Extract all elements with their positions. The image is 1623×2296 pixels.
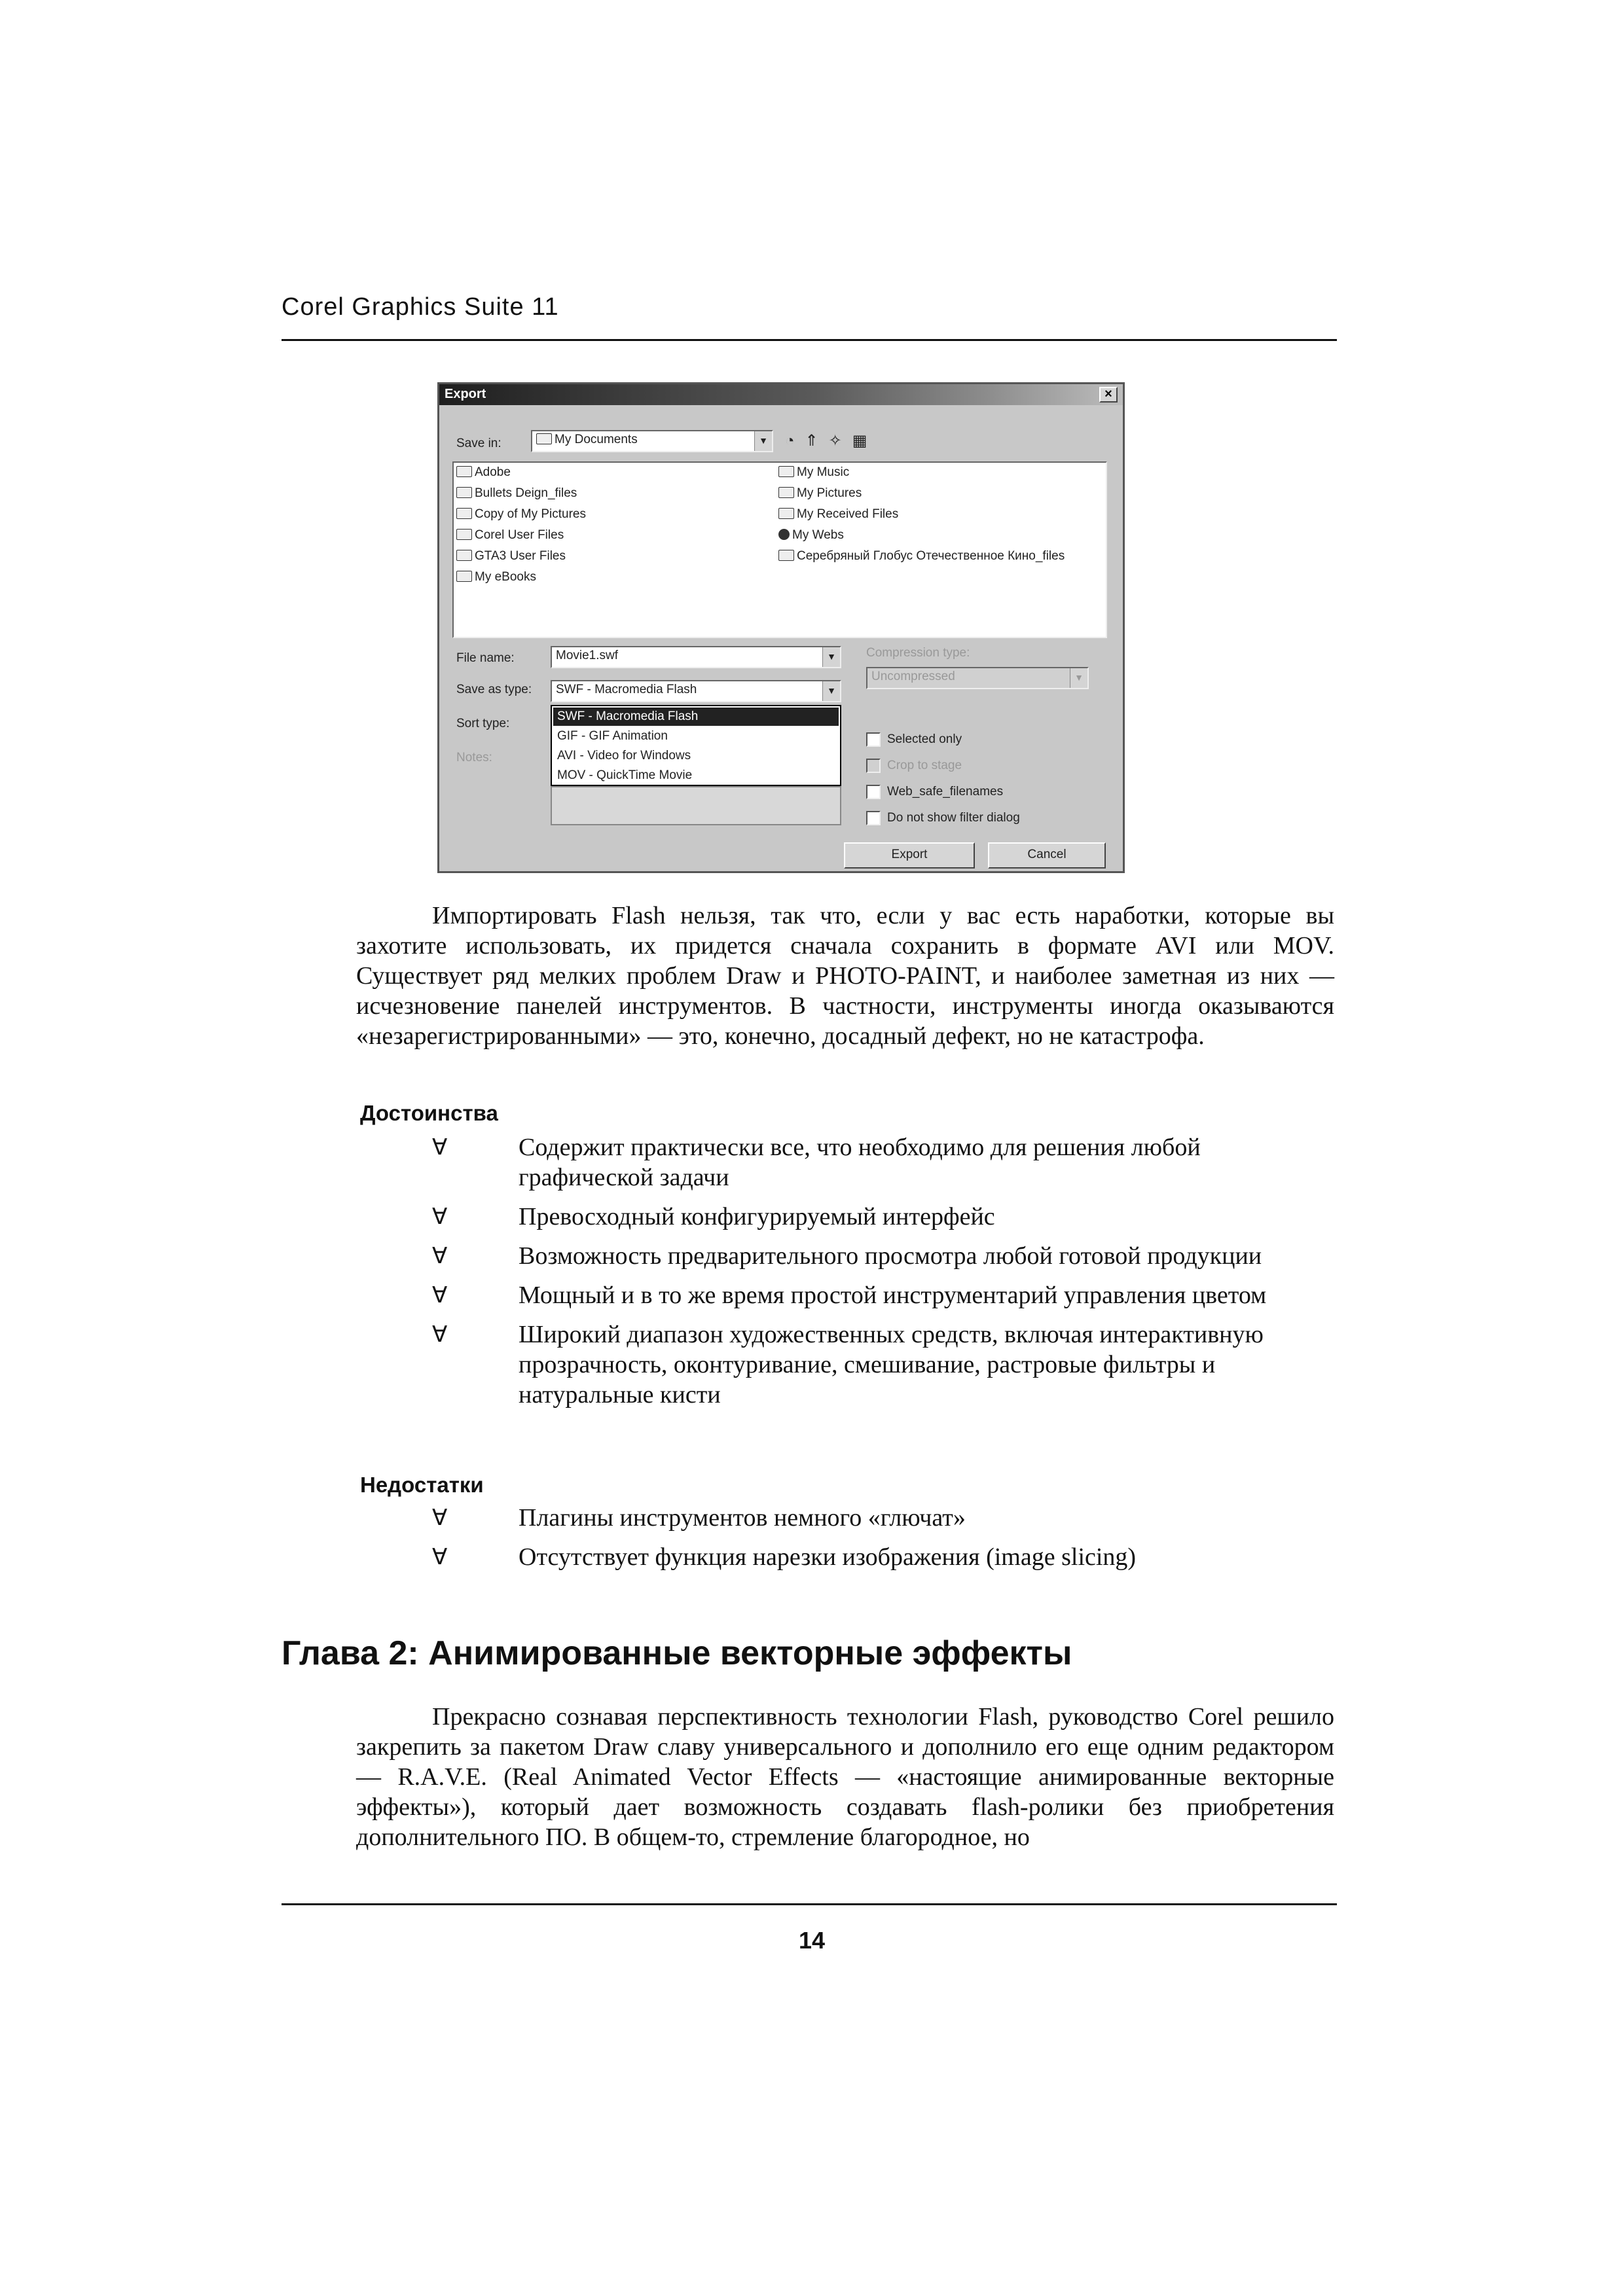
- selected-only-label: Selected only: [887, 732, 962, 746]
- bullet-icon: ∀: [432, 1321, 448, 1348]
- list-item[interactable]: Adobe: [456, 465, 511, 480]
- footer-rule: [282, 1903, 1337, 1905]
- crop-to-stage-label: Crop to stage: [887, 759, 962, 772]
- list-item[interactable]: Copy of My Pictures: [456, 507, 586, 522]
- list-item: ∀ Превосходный конфигурируемый интерфейс: [432, 1203, 995, 1230]
- dialog-titlebar: [439, 384, 1123, 405]
- dialog-title: Export: [445, 387, 486, 401]
- page-number: 14: [798, 1927, 826, 1954]
- selected-only-checkbox[interactable]: [866, 732, 881, 747]
- bullet-icon: ∀: [432, 1243, 448, 1269]
- folder-icon: [536, 433, 552, 444]
- folder-icon: [456, 508, 472, 519]
- file-list[interactable]: [452, 461, 1107, 638]
- new-folder-icon[interactable]: ✧: [828, 432, 852, 450]
- globe-icon: [778, 529, 790, 540]
- list-item: ∀ Содержит практически все, что необходимо для решения любой графической задачи: [432, 1134, 1201, 1191]
- type-option-gif[interactable]: GIF - GIF Animation: [557, 729, 668, 743]
- chevron-down-icon[interactable]: ▼: [1070, 668, 1087, 688]
- sort-type-label: Sort type:: [456, 717, 510, 730]
- close-button[interactable]: ×: [1099, 387, 1118, 403]
- list-item[interactable]: My eBooks: [456, 570, 536, 584]
- cons-heading: Недостатки: [360, 1473, 484, 1497]
- type-option-swf[interactable]: SWF - Macromedia Flash: [553, 708, 839, 726]
- folder-icon: [778, 487, 794, 498]
- list-item[interactable]: My Webs: [778, 528, 844, 543]
- chevron-down-icon[interactable]: ▼: [754, 431, 772, 451]
- web-safe-filenames-checkbox[interactable]: [866, 785, 881, 799]
- no-filter-dialog-checkbox[interactable]: [866, 811, 881, 825]
- list-item[interactable]: Bullets Deign_files: [456, 486, 577, 501]
- compression-select[interactable]: [866, 667, 1089, 689]
- bullet-icon: ∀: [432, 1282, 448, 1308]
- compression-value: Uncompressed: [871, 670, 955, 683]
- save-as-type-label: Save as type:: [456, 683, 532, 696]
- type-option-mov[interactable]: MOV - QuickTime Movie: [557, 768, 693, 782]
- bullet-icon: ∀: [432, 1505, 448, 1531]
- list-item: ∀ Мощный и в то же время простой инструментарий управления цветом: [432, 1282, 1267, 1309]
- header-rule: [282, 339, 1337, 341]
- list-item[interactable]: My Received Files: [778, 507, 898, 522]
- file-name-label: File name:: [456, 651, 515, 665]
- cancel-button[interactable]: Cancel: [988, 842, 1106, 869]
- compression-label: Compression type:: [866, 646, 970, 660]
- export-button[interactable]: Export: [844, 842, 975, 869]
- pros-heading: Достоинства: [360, 1101, 498, 1125]
- chapter-paragraph: Прекрасно сознавая перспективность технологии Flash, руководство Corel решило закрепить за пакетом Draw славу универсального и дополнило его еще одним редактором — R.A.V.E. (Real Animated Vector Effects — «настоящие анимированные векторные эффекты»), который дает возможность создавать flash-ролики без приобретения дополнительного ПО. В общем-то, стремление благородное, но: [356, 1703, 1334, 1851]
- list-item[interactable]: My Music: [778, 465, 849, 480]
- pros-list: [432, 1132, 1296, 1419]
- folder-icon: [456, 529, 472, 540]
- notes-label: Notes:: [456, 751, 492, 764]
- list-item: ∀ Отсутствует функция нарезки изображения (image slicing): [432, 1543, 1137, 1571]
- folder-icon: [778, 550, 794, 561]
- list-item: ∀ Возможность предварительного просмотра любой готовой продукции: [432, 1242, 1262, 1270]
- bullet-icon: ∀: [432, 1134, 448, 1160]
- save-as-type-select[interactable]: [551, 680, 841, 702]
- folder-icon: [456, 466, 472, 477]
- toolbar-icons: [785, 431, 877, 450]
- list-item: ∀ Плагины инструментов немного «глючат»: [432, 1504, 966, 1532]
- notes-box: [551, 786, 841, 825]
- save-as-type-value: SWF - Macromedia Flash: [556, 683, 697, 696]
- up-folder-icon[interactable]: ⇑: [805, 432, 829, 450]
- type-option-avi[interactable]: AVI - Video for Windows: [557, 749, 691, 762]
- save-in-label: Save in:: [456, 437, 501, 450]
- list-item[interactable]: GTA3 User Files: [456, 549, 566, 564]
- intro-paragraph: Импортировать Flash нельзя, так что, если у вас есть наработки, которые вы захотите использовать, их придется сначала сохранить в формате AVI или MOV. Существует ряд мелких проблем Draw и PHOTO-PAINT, и наиболее заметная из них — исчезновение панелей инструментов. В частности, инструменты иногда оказываются «незарегистрированными» — это, конечно, досадный дефект, но не катастрофа.: [356, 902, 1334, 1050]
- save-in-select[interactable]: [531, 430, 773, 452]
- bullet-icon: ∀: [432, 1544, 448, 1570]
- file-type-dropdown[interactable]: [551, 705, 841, 786]
- save-in-value: My Documents: [555, 433, 638, 446]
- list-item[interactable]: Corel User Files: [456, 528, 564, 543]
- chevron-down-icon[interactable]: ▼: [822, 681, 840, 701]
- folder-icon: [456, 571, 472, 582]
- view-menu-icon[interactable]: ▦: [852, 432, 878, 450]
- back-icon[interactable]: ◔: [785, 432, 805, 450]
- cons-list: [432, 1503, 1296, 1581]
- folder-icon: [456, 550, 472, 561]
- no-filter-dialog-label: Do not show filter dialog: [887, 811, 1020, 825]
- bullet-icon: ∀: [432, 1204, 448, 1230]
- list-item: ∀ Широкий диапазон художественных средств, включая интерактивную прозрачность, оконтуривание, смешивание, растровые фильтры и натуральные кисти: [432, 1321, 1264, 1408]
- music-folder-icon: [778, 466, 794, 477]
- chevron-down-icon[interactable]: ▼: [822, 647, 840, 667]
- web-safe-filenames-label: Web_safe_filenames: [887, 785, 1004, 798]
- file-name-value: Movie1.swf: [556, 649, 619, 662]
- crop-to-stage-checkbox[interactable]: [866, 759, 881, 773]
- list-item[interactable]: My Pictures: [778, 486, 862, 501]
- export-dialog: [437, 382, 1125, 873]
- running-header: Corel Graphics Suite 11: [282, 293, 559, 321]
- chapter-title: Глава 2: Анимированные векторные эффекты: [282, 1634, 1072, 1672]
- folder-icon: [456, 487, 472, 498]
- folder-icon: [778, 508, 794, 519]
- file-name-input[interactable]: [551, 646, 841, 668]
- list-item[interactable]: Серебряный Глобус Отечественное Кино_files: [778, 549, 1065, 564]
